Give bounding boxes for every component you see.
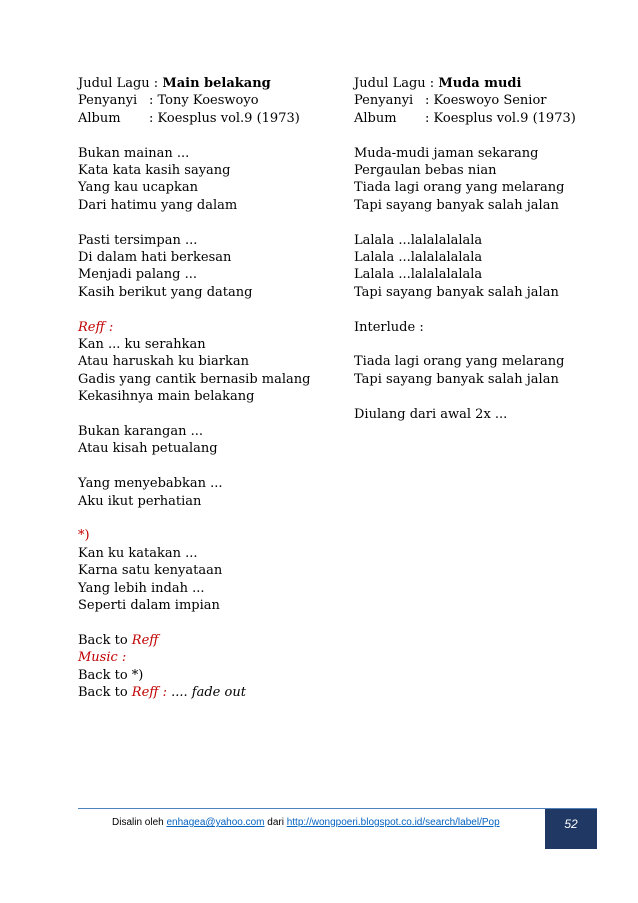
interlude-label: Interlude : [354,319,424,335]
back-to-star-line: Back to *) [78,667,144,683]
reff-ref: Reff : [131,685,167,701]
lyric-line: Yang kau ucapkan [78,180,199,196]
lyric-line: Tapi sayang banyak salah jalan [354,371,559,387]
lyric-line: Bukan mainan ... [78,145,190,161]
lyric-line: Kata kata kasih sayang [78,163,231,179]
lyric-line: Pergaulan bebas nian [354,163,497,179]
lyric-line: Muda-mudi jaman sekarang [354,145,539,161]
lyric-line: Atau haruskah ku biarkan [78,354,249,370]
album-name: : Koesplus vol.9 (1973) [425,110,576,126]
album-label: Album [354,110,397,126]
lyric-line: Di dalam hati berkesan [78,250,232,266]
lyric-line: Bukan karangan ... [78,424,203,440]
lyric-line: Karna satu kenyataan [78,563,223,579]
footer-middle: dari [264,817,287,828]
title-label: Judul Lagu : [78,76,159,91]
back-to-reff-line [78,632,340,649]
song-title-line [78,75,340,92]
lyric-line: Kasih berikut yang datang [78,284,253,300]
page-number-badge [545,809,597,849]
lyric-line: Gadis yang cantik bernasib malang [78,371,311,387]
lyric-line: Dari hatimu yang dalam [78,197,238,213]
lyric-line: Tapi sayang banyak salah jalan [354,284,559,300]
source-url-link[interactable]: http://wongpoeri.blogspot.co.id/search/label/Pop [286,817,500,828]
album-line [78,110,340,127]
back-to-prefix: Back to [78,632,132,648]
lyric-line: Seperti dalam impian [78,598,220,614]
repeat-note: Diulang dari awal 2x ... [354,406,508,422]
song-title: Muda mudi [438,76,522,91]
title-label: Judul Lagu : [354,76,435,91]
lyric-line: Tapi sayang banyak salah jalan [354,197,559,213]
star-label: *) [78,528,90,544]
lyric-line: Kan ku katakan ... [78,545,198,561]
lyric-line: Menjadi palang ... [78,267,197,283]
footer-credit [112,817,500,828]
lyric-line: Lalala ...lalalalalala [354,232,483,248]
singer-line [78,92,340,109]
singer-label: Penyanyi [354,93,414,109]
right-song-column [354,75,604,423]
singer-name: : Tony Koeswoyo [149,93,259,109]
left-song-column [78,75,340,702]
album-label: Album [78,110,121,126]
lyric-line: Pasti tersimpan ... [78,232,198,248]
lyric-line: Yang lebih indah ... [78,580,205,596]
lyric-line: Yang menyebabkan ... [78,476,223,492]
reff-label: Reff : [78,319,114,335]
lyric-line: Lalala ...lalalalalala [354,267,483,283]
song-title-line [354,75,604,92]
lyric-line: Lalala ...lalalalalala [354,250,483,266]
singer-name: : Koeswoyo Senior [425,93,547,109]
footer-prefix: Disalin oleh [112,817,167,828]
music-label: Music : [78,650,127,666]
singer-line [354,92,604,109]
album-name: : Koesplus vol.9 (1973) [149,110,300,126]
fade-out-text: .... fade out [167,685,246,701]
singer-label: Penyanyi [78,93,138,109]
lyric-line: Tiada lagi orang yang melarang [354,180,565,196]
back-to-reff-fade-line [78,684,340,701]
lyric-line: Aku ikut perhatian [78,493,202,509]
back-to-prefix: Back to [78,685,132,701]
lyric-line: Kekasihnya main belakang [78,389,255,405]
footer-divider [78,808,597,809]
reff-ref: Reff [131,632,159,648]
email-link[interactable]: enhagea@yahoo.com [166,817,265,828]
album-line [354,110,604,127]
lyric-line: Kan ... ku serahkan [78,337,206,353]
lyric-line: Tiada lagi orang yang melarang [354,354,565,370]
song-title: Main belakang [162,76,271,91]
lyric-line: Atau kisah petualang [78,441,218,457]
page-number: 52 [564,817,578,831]
